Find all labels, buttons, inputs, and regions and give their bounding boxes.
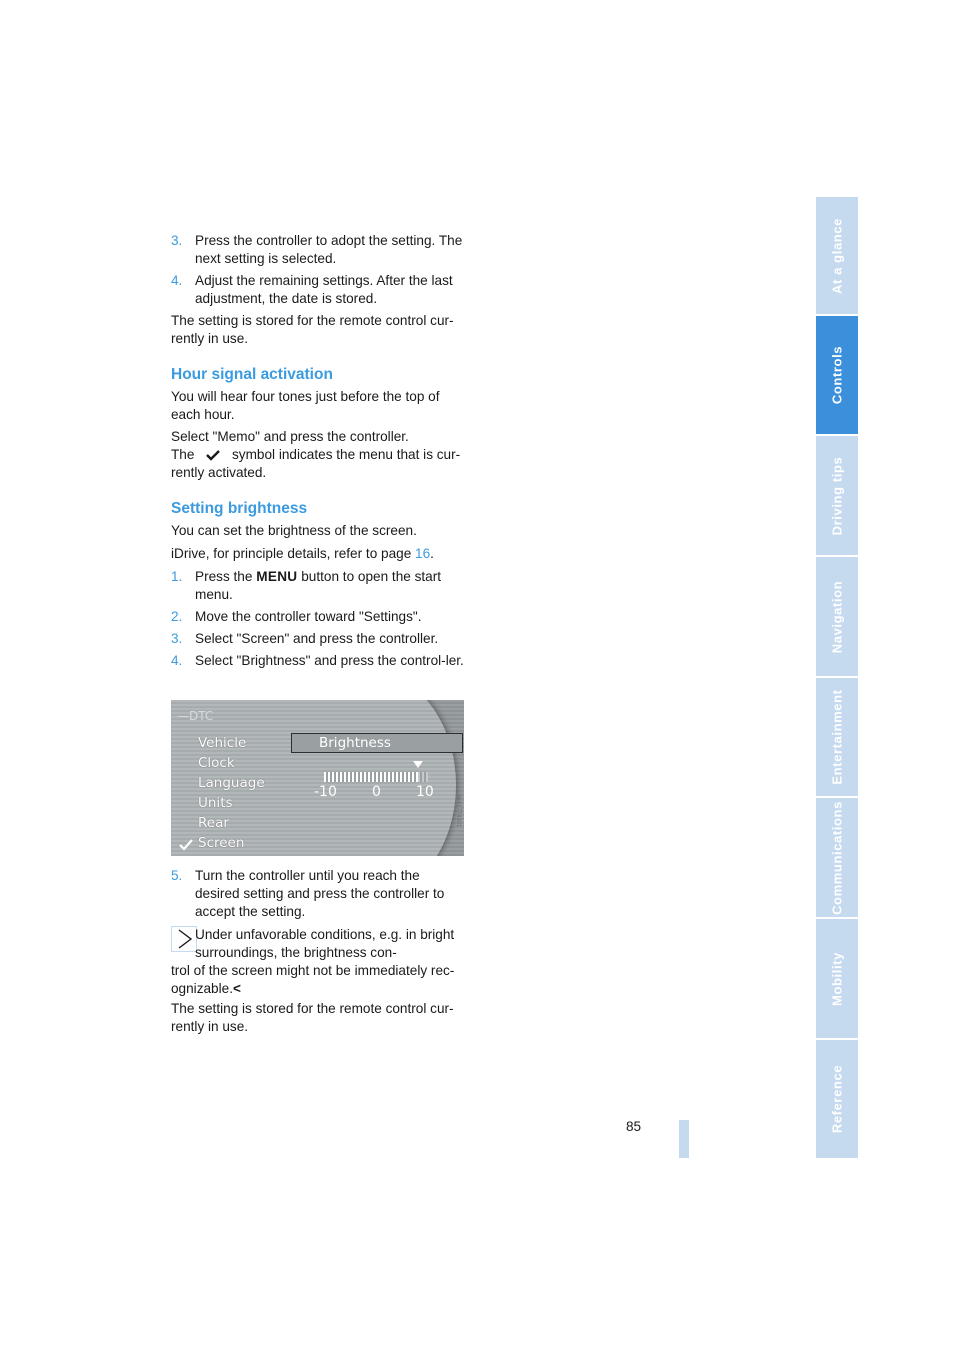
tab-mobility[interactable] xyxy=(816,919,858,1040)
step-text: Press the controller to adopt the setting. The next setting is selected. xyxy=(195,233,463,266)
hour-signal-line3: rently activated. xyxy=(171,465,267,480)
brightness-scale-remaining xyxy=(418,772,428,782)
tab-label: Controls xyxy=(829,345,845,405)
stored-note: The setting is stored for the remote control cur-rently in use. xyxy=(171,313,454,346)
page-number: 85 xyxy=(626,1119,642,1134)
checkmark-icon xyxy=(198,448,228,462)
tab-label: Navigation xyxy=(829,580,845,653)
step-number: 1. xyxy=(171,569,183,584)
dtc-label: DTC xyxy=(189,709,214,723)
hour-signal-para1: You will hear four tones just before the top of each hour. xyxy=(171,389,440,422)
symbol-text: symbol indicates the menu that is cur- xyxy=(232,447,461,462)
step-number: 2. xyxy=(171,609,183,624)
step-number: 5. xyxy=(171,868,183,883)
step-5-turn xyxy=(171,867,467,921)
menu-item-language: Language xyxy=(198,775,265,791)
screen-top-label: —DTC xyxy=(177,709,214,723)
warning-text: trol of the screen might not be immediately rec-ognizable. xyxy=(171,963,455,996)
step-4-adjust xyxy=(171,272,467,308)
brightness-para1: You can set the brightness of the screen. xyxy=(171,523,417,538)
brightness-marker xyxy=(413,761,423,768)
step-number: 3. xyxy=(171,631,183,646)
tab-label: Driving tips xyxy=(829,456,845,535)
brightness-field-label: Brightness xyxy=(319,735,391,751)
step-text: Move the controller toward "Settings". xyxy=(195,609,422,624)
step-3-adopt xyxy=(171,232,467,268)
idrive-reference xyxy=(171,545,467,563)
section-heading-hour-signal: Hour signal activation xyxy=(171,366,333,383)
menu-item-vehicle: Vehicle xyxy=(198,735,247,751)
hour-signal-line1: Select "Memo" and press the controller. xyxy=(171,429,409,444)
menu-item-rear: Rear xyxy=(198,815,229,831)
scale-label-max: 10 xyxy=(416,784,434,800)
step-text: Select "Brightness" and press the control-ler. xyxy=(195,653,464,668)
menu-button-glyph: MENU xyxy=(256,569,298,584)
warning-rest xyxy=(171,962,467,998)
scale-label-zero: 0 xyxy=(372,784,381,800)
step-text: Adjust the remaining settings. After the last adjustment, the date is stored. xyxy=(195,273,453,306)
step-number: 4. xyxy=(171,653,183,668)
idrive-screen-figure xyxy=(171,700,464,856)
step-text: Turn the controller until you reach the desired setting and press the controller to accept the setting. xyxy=(195,868,445,919)
step-1-menu xyxy=(171,568,467,604)
tab-reference[interactable] xyxy=(816,1040,858,1160)
stored-note-2: The setting is stored for the remote control cur-rently in use. xyxy=(171,1001,454,1034)
tab-label: Reference xyxy=(829,1064,845,1134)
menu-item-clock: Clock xyxy=(198,755,235,771)
step-4-brightness xyxy=(171,652,467,670)
section-heading-brightness: Setting brightness xyxy=(171,500,308,517)
brightness-scale xyxy=(324,772,428,782)
warning-first-line: Under unfavorable conditions, e.g. in bright surroundings, the brightness con- xyxy=(195,927,455,960)
tab-label: Mobility xyxy=(829,951,845,1006)
menu-item-units: Units xyxy=(198,795,233,811)
step-number: 4. xyxy=(171,273,183,288)
step-text: Select "Screen" and press the controller. xyxy=(195,631,439,646)
step-3-screen xyxy=(171,630,467,648)
menu-item-screen: Screen xyxy=(198,835,245,851)
tab-entertainment[interactable] xyxy=(816,678,858,798)
period: . xyxy=(430,546,434,561)
tab-communications[interactable] xyxy=(816,798,858,919)
tab-label: At a glance xyxy=(829,217,845,294)
tab-driving-tips[interactable] xyxy=(816,436,858,557)
page-link[interactable]: 16 xyxy=(415,546,431,561)
figure-code: W41774301 xyxy=(455,795,461,828)
hour-signal-line2 xyxy=(171,446,467,464)
press-the: Press the xyxy=(195,569,253,584)
tab-label: Communications xyxy=(829,800,845,915)
page-number-bar xyxy=(679,1120,689,1158)
step1-after: button to open the start menu. xyxy=(195,569,442,602)
the-word: The xyxy=(171,447,195,462)
end-marker: < xyxy=(232,981,241,996)
tab-label: Entertainment xyxy=(829,689,845,785)
step-number: 3. xyxy=(171,233,183,248)
step-2-settings xyxy=(171,608,467,626)
step-text xyxy=(171,568,467,604)
tab-navigation[interactable] xyxy=(816,557,858,678)
tab-controls[interactable] xyxy=(816,316,858,436)
tab-at-a-glance[interactable] xyxy=(816,197,858,316)
scale-label-min: -10 xyxy=(314,784,337,800)
idrive-text: iDrive, for principle details, refer to page xyxy=(171,546,416,561)
selected-check-icon xyxy=(179,839,193,851)
